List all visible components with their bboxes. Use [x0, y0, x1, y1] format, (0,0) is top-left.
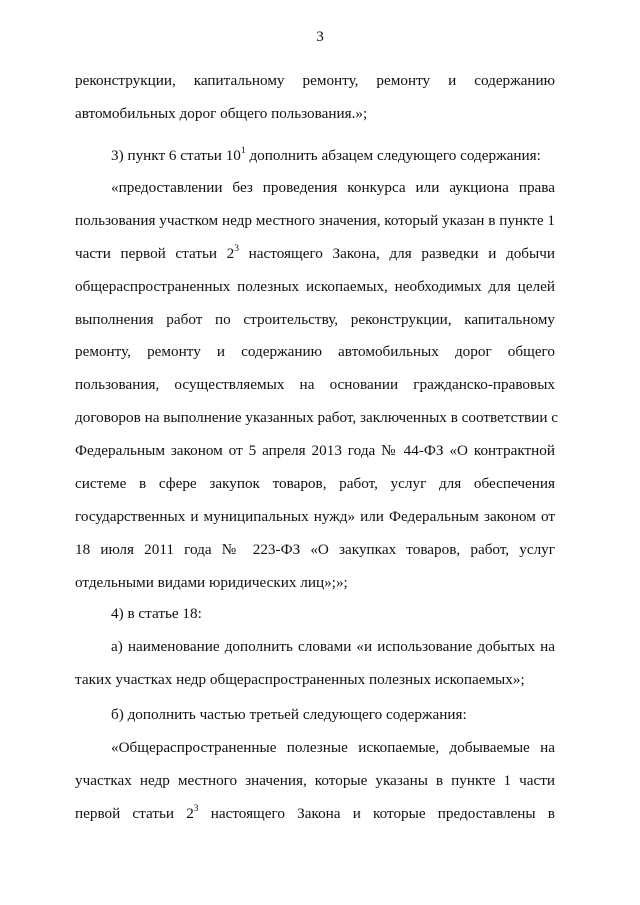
- text-line: общераспространенных полезных ископаемых, необходимых для целей: [75, 278, 555, 295]
- text-line: [75, 804, 555, 824]
- text-line: 18 июля 2011 года № 223-ФЗ «О закупках товаров, работ, услуг: [75, 541, 555, 558]
- text-fragment: дополнить абзацем следующего содержания:: [245, 147, 541, 164]
- text-fragment: первой статьи 2: [75, 805, 194, 822]
- text-line: реконструкции, капитальному ремонту, ремонту и содержанию: [75, 72, 555, 89]
- text-line: участках недр местного значения, которые указаны в пункте 1 части: [75, 772, 555, 789]
- text-line: Федеральным законом от 5 апреля 2013 года № 44-ФЗ «О контрактной: [75, 442, 555, 459]
- text-fragment: части первой статьи 2: [75, 245, 235, 262]
- text-line: [111, 146, 555, 166]
- text-line: отдельными видами юридических лиц»;»;: [75, 574, 348, 591]
- text-line: таких участках недр общераспространенных полезных ископаемых»;: [75, 671, 525, 688]
- superscript: 1: [240, 146, 246, 156]
- text-line: системе в сфере закупок товаров, работ, услуг для обеспечения: [75, 475, 555, 492]
- text-line: пользования, осуществляемых на основании гражданско-правовых: [75, 376, 555, 393]
- page-number: 3: [316, 28, 324, 45]
- text-line: «предоставлении без проведения конкурса или аукциона права: [111, 179, 555, 196]
- text-line: «Общераспространенные полезные ископаемые, добываемые на: [111, 739, 555, 756]
- text-fragment: настоящего Закона, для разведки и добычи: [239, 245, 555, 262]
- text-line: пользования участком недр местного значения, который указан в пункте 1: [75, 212, 555, 229]
- text-line: государственных и муниципальных нужд» или Федеральным законом от: [75, 508, 555, 525]
- text-fragment: 3) пункт 6 статьи 10: [111, 147, 241, 164]
- text-line: б) дополнить частью третьей следующего содержания:: [111, 706, 467, 723]
- superscript: 3: [193, 804, 199, 814]
- text-line: договоров на выполнение указанных работ, заключенных в соответствии с: [75, 409, 559, 426]
- text-line: автомобильных дорог общего пользования.»;: [75, 105, 368, 122]
- text-line: ремонту, ремонту и содержанию автомобильных дорог общего: [75, 343, 555, 360]
- superscript: 3: [234, 244, 240, 254]
- text-fragment: настоящего Закона и которые предоставлены в: [198, 805, 555, 822]
- text-line: [75, 244, 555, 264]
- text-line: выполнения работ по строительству, реконструкции, капитальному: [75, 311, 555, 328]
- text-line: 4) в статье 18:: [111, 605, 202, 622]
- text-line: а) наименование дополнить словами «и использование добытых на: [111, 638, 555, 655]
